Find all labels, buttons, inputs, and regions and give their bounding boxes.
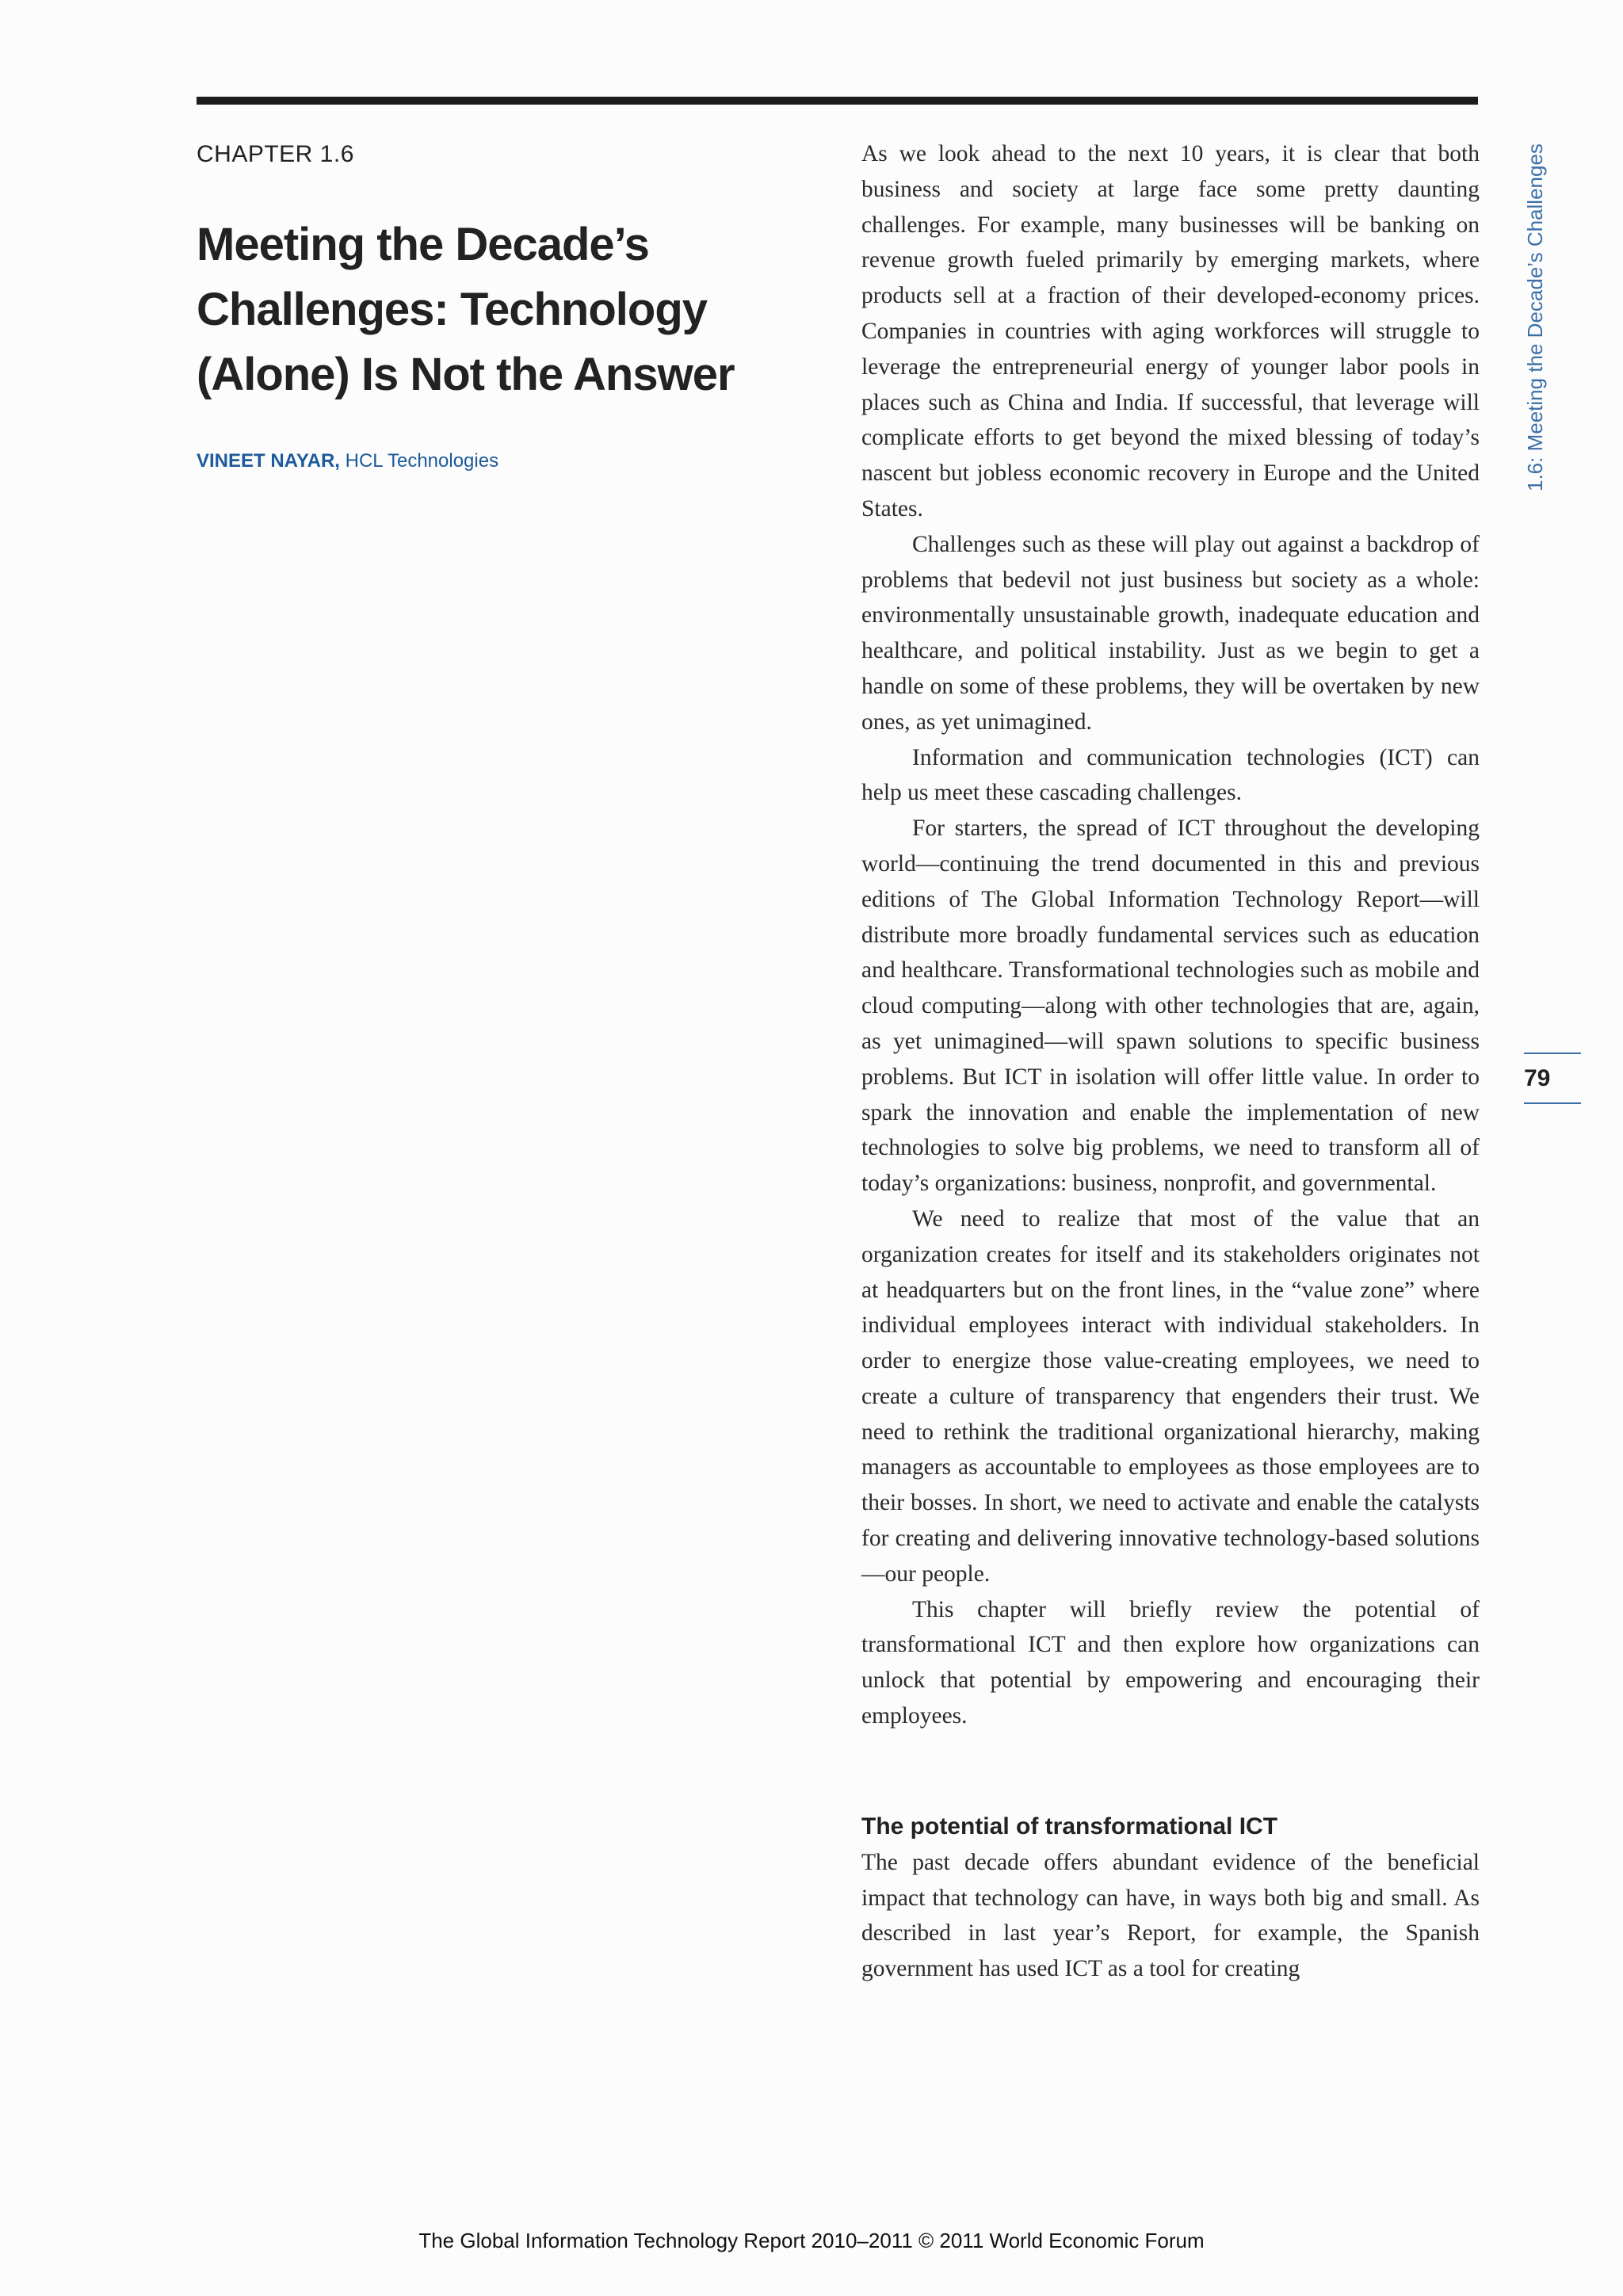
page-number-rule-top bbox=[1524, 1052, 1581, 1054]
body-paragraph: This chapter will briefly review the potential of transformational ICT and then explore how organizations can unlock that potential by empowering and encouraging their employees. bbox=[861, 1596, 1480, 1729]
top-rule bbox=[197, 97, 1478, 105]
author-name: VINEET NAYAR, bbox=[197, 450, 340, 472]
body-paragraph: For starters, the spread of ICT throughout the developing world—continuing the trend documented in this and previous editions of The Global Information Technology Report—will distribute more broadly fundamental services such as education and healthcare. Transformational technologies such as mobile and cloud computing—along with other technologies that are, again, as yet unimagined—will spawn solutions to specific business problems. But ICT in isolation will offer little value. In order to spark the innovation and enable the implementation of new technologies to solve big problems, we need to transform all of today’s organizations: business, nonprofit, and governmental. bbox=[861, 816, 1480, 1197]
author-affiliation: HCL Technologies bbox=[345, 450, 499, 472]
page-number: 79 bbox=[1524, 1065, 1551, 1091]
body-paragraph: We need to realize that most of the value that an organization creates for itself and its stakeholders originates not at headquarters but on the front lines, in the “value zone” where individual employees interact with individual stakeholders. In order to energize those value-creating employees, we need to create a culture of transparency that engenders their trust. We need to rethink the traditional organizational hierarchy, making managers as accountable to employees as those employees are to their bosses. In short, we need to activate and enable the catalysts for creating and delivering innovative technology-based solutions—our people. bbox=[861, 1205, 1480, 1587]
section-heading: The potential of transformational ICT bbox=[861, 1813, 1278, 1839]
author-byline bbox=[197, 450, 498, 472]
body-paragraph: The past decade offers abundant evidence of the beneficial impact that technology can have, in ways both big and small. As described in last year’s Report, for example, the Spanish government has used ICT as a tool for creating bbox=[861, 1849, 1480, 1982]
body-paragraph: Challenges such as these will play out against a backdrop of problems that bedevil not just business but society as a whole: environmentally unsustainable growth, inadequate education and healthcare, and political instability. Just as we begin to get a handle on some of these problems, they will be overtaken by new ones, as yet unimagined. bbox=[861, 531, 1480, 735]
body-paragraph: As we look ahead to the next 10 years, it is clear that both business and society at large face some pretty daunting challenges. For example, many businesses will be banking on revenue growth fueled primarily by emerging markets, where products sell at a fraction of their developed-economy prices. Companies in countries with aging workforces will struggle to leverage the entrepreneurial energy of younger labor pools in places such as China and India. If successful, that leverage will complicate efforts to get beyond the mixed blessing of today’s nascent but jobless economic recovery in Europe and the United States. bbox=[861, 141, 1480, 521]
body-column bbox=[861, 136, 1480, 1987]
body-paragraph: Information and communication technologies (ICT) can help us meet these cascading challenges. bbox=[861, 744, 1480, 806]
page-number-rule-bottom bbox=[1524, 1102, 1581, 1104]
chapter-label: CHAPTER 1.6 bbox=[197, 141, 354, 167]
page-title: Meeting the Decade’s Challenges: Technology (Alone) Is Not the Answer bbox=[197, 219, 735, 400]
running-head: 1.6: Meeting the Decade’s Challenges bbox=[1523, 143, 1547, 491]
page-footer: The Global Information Technology Report 2010–2011 © 2011 World Economic Forum bbox=[418, 2229, 1205, 2252]
